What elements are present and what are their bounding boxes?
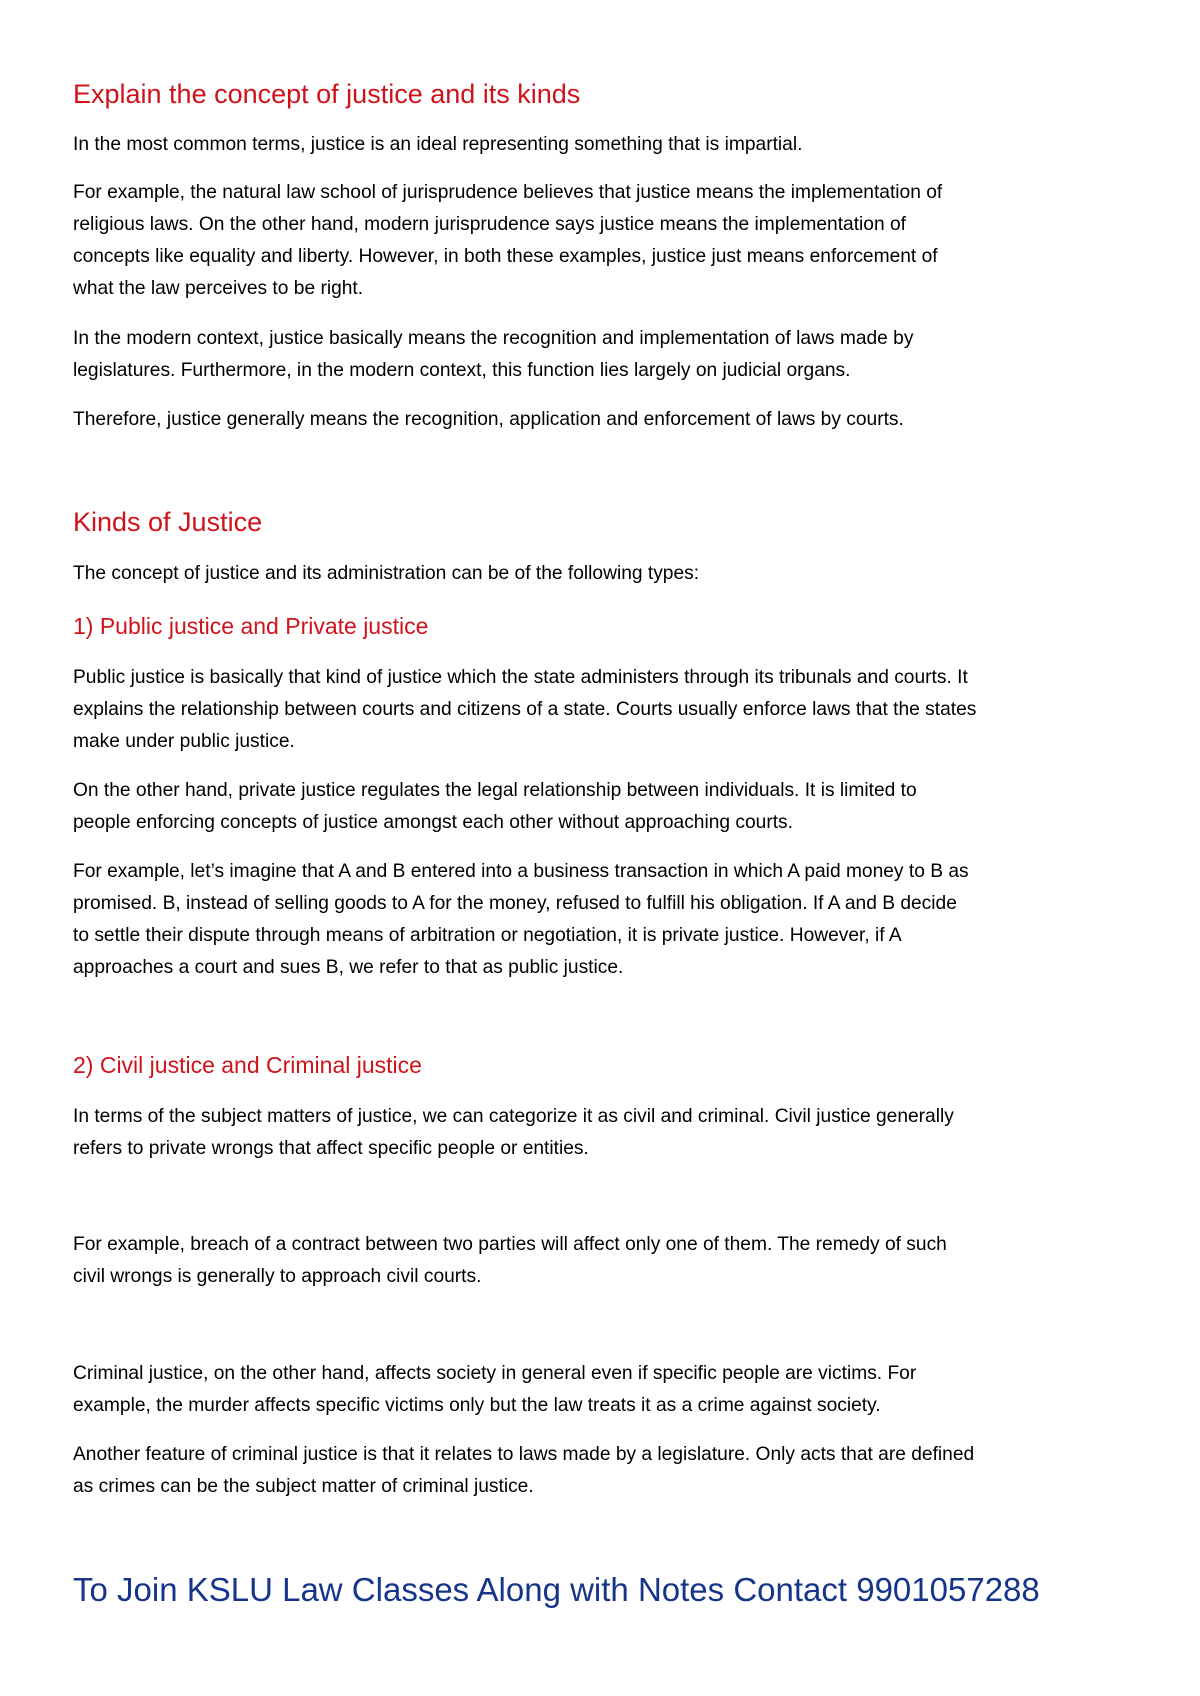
- kinds-heading: Kinds of Justice: [73, 507, 263, 537]
- text-line: For example, let’s imagine that A and B entered into a business transaction in which A paid money to B as: [73, 861, 969, 882]
- section-2-paragraph-2: [73, 1229, 1143, 1293]
- text-line: explains the relationship between courts and citizens of a state. Courts usually enforce laws that the states: [73, 699, 977, 720]
- section-2-title: 2) Civil justice and Criminal justice: [73, 1052, 422, 1078]
- text-line: For example, breach of a contract between two parties will affect only one of them. The remedy of such: [73, 1234, 947, 1255]
- section-1-paragraph-1: [73, 662, 1143, 758]
- text-line: religious laws. On the other hand, modern jurisprudence says justice means the implementation of: [73, 214, 906, 235]
- kinds-intro-paragraph: [73, 558, 1143, 590]
- text-line: legislatures. Furthermore, in the modern context, this function lies largely on judicial organs.: [73, 360, 851, 381]
- text-line: example, the murder affects specific victims only but the law treats it as a crime against society.: [73, 1395, 881, 1416]
- section-2-paragraph-3: [73, 1358, 1143, 1422]
- text-line: Another feature of criminal justice is that it relates to laws made by a legislature. Only acts that are defined: [73, 1444, 975, 1465]
- text-line: For example, the natural law school of jurisprudence believes that justice means the implementation of: [73, 182, 943, 203]
- section-1-title: 1) Public justice and Private justice: [73, 613, 429, 639]
- text-line: Therefore, justice generally means the recognition, application and enforcement of laws by courts.: [73, 409, 904, 430]
- contact-footer: To Join KSLU Law Classes Along with Notes Contact 9901057288: [73, 1571, 1040, 1608]
- intro-paragraph-1: [73, 129, 1143, 161]
- text-line: make under public justice.: [73, 731, 295, 752]
- intro-paragraph-3: [73, 323, 1143, 387]
- text-line: people enforcing concepts of justice amongst each other without approaching courts.: [73, 812, 793, 833]
- section-1-paragraph-3: [73, 856, 1143, 984]
- text-line: In terms of the subject matters of justice, we can categorize it as civil and criminal. Civil justice generally: [73, 1106, 954, 1127]
- text-line: approaches a court and sues B, we refer to that as public justice.: [73, 957, 624, 978]
- text-line: The concept of justice and its administration can be of the following types:: [73, 563, 700, 584]
- text-line: Criminal justice, on the other hand, affects society in general even if specific people are victims. For: [73, 1363, 917, 1384]
- text-line: refers to private wrongs that affect specific people or entities.: [73, 1138, 589, 1159]
- text-line: On the other hand, private justice regulates the legal relationship between individuals. It is limited to: [73, 780, 917, 801]
- text-line: Public justice is basically that kind of justice which the state administers through its tribunals and courts. It: [73, 667, 968, 688]
- text-line: In the most common terms, justice is an ideal representing something that is impartial.: [73, 134, 803, 155]
- text-line: as crimes can be the subject matter of criminal justice.: [73, 1476, 534, 1497]
- section-1-paragraph-2: [73, 775, 1143, 839]
- intro-paragraph-4: [73, 404, 1143, 436]
- text-line: promised. B, instead of selling goods to A for the money, refused to fulfill his obligation. If A and B decide: [73, 893, 957, 914]
- text-line: concepts like equality and liberty. However, in both these examples, justice just means enforcement of: [73, 246, 938, 267]
- text-line: In the modern context, justice basically means the recognition and implementation of laws made by: [73, 328, 914, 349]
- intro-paragraph-2: [73, 177, 1143, 305]
- text-line: civil wrongs is generally to approach civil courts.: [73, 1266, 482, 1287]
- section-2-paragraph-1: [73, 1101, 1143, 1165]
- main-heading: Explain the concept of justice and its kinds: [73, 79, 581, 109]
- text-line: what the law perceives to be right.: [73, 278, 364, 299]
- section-2-paragraph-4: [73, 1439, 1143, 1503]
- text-line: to settle their dispute through means of arbitration or negotiation, it is private justice. However, if A: [73, 925, 902, 946]
